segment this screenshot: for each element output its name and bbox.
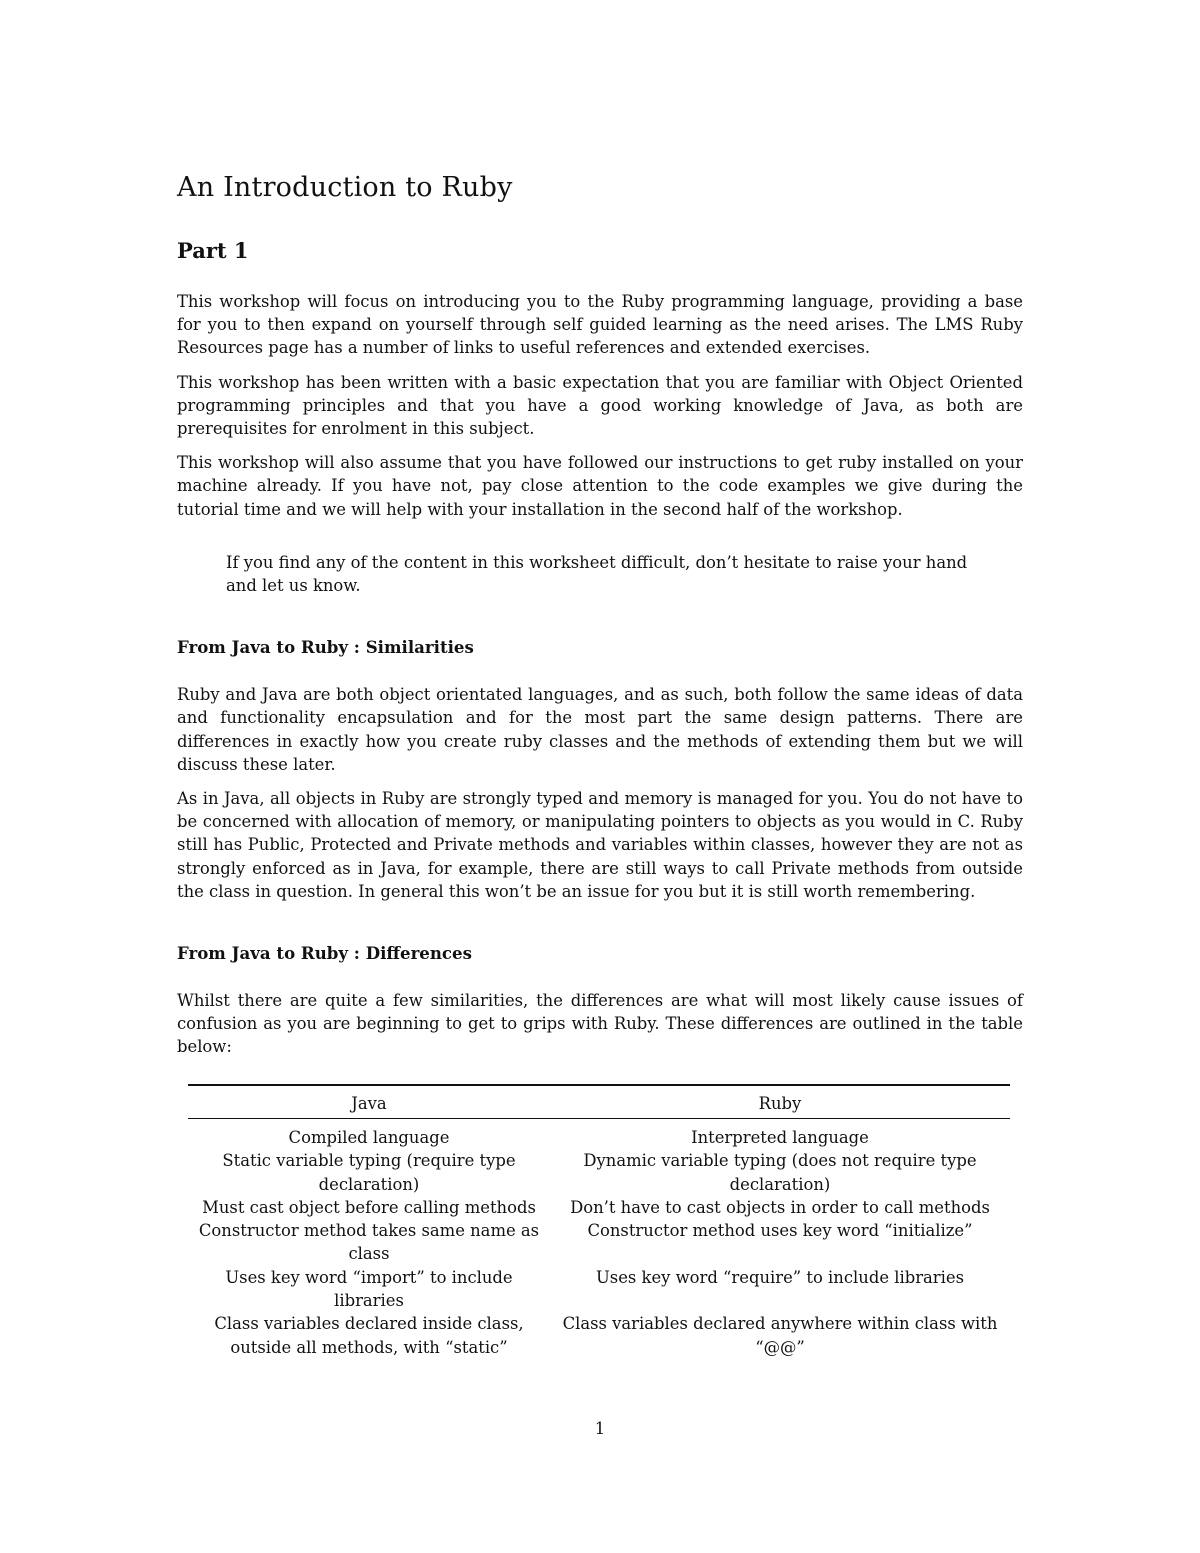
table-cell-java: Static variable typing (require type declaration) — [222, 1151, 516, 1194]
table-cell-ruby: Don’t have to cast objects in order to call methods — [570, 1197, 990, 1217]
table-row — [188, 1118, 1010, 1149]
table-header-row — [188, 1085, 1010, 1119]
table-cell-java: Uses key word “import” to include libraries — [225, 1267, 513, 1311]
table-row — [188, 1196, 1010, 1219]
help-note-line-1: If you find any of the content in this worksheet difficult, don’t hesitate to raise your hand — [226, 552, 968, 572]
page-number: 1 — [594, 1419, 606, 1438]
table-cell-ruby: Interpreted language — [691, 1127, 869, 1147]
help-note-line-2: and let us know. — [226, 576, 361, 596]
page-content — [177, 170, 1023, 1359]
table-row — [188, 1266, 1010, 1313]
differences-heading: From Java to Ruby : Differences — [177, 943, 472, 964]
part-heading: Part 1 — [177, 238, 249, 263]
table-row — [188, 1312, 1010, 1359]
table-header-ruby: Ruby — [550, 1085, 1010, 1119]
intro-paragraph-1: This workshop will focus on introducing you to the Ruby programming language, providing a base for you to then expand on yourself through self guided learning as the need arises. The LMS Ruby Resources page has a number of links to useful references and extended exercises. — [177, 292, 1023, 358]
similarities-paragraph-2: As in Java, all objects in Ruby are strongly typed and memory is managed for you. You do not have to be concerned with allocation of memory, or manipulating pointers to objects as you would in C. Ruby still has Public, Protected and Private methods and variables within classes, however they are not as strongly enforced as in Java, for example, there are still ways to call Private methods from outside the class in question. In general this won’t be an issue for you but it is still worth remembering. — [177, 789, 1023, 901]
table-cell-java: Constructor method takes same name as class — [198, 1221, 540, 1264]
table-cell-java: Compiled language — [288, 1127, 450, 1147]
differences-table — [188, 1084, 1010, 1359]
help-note — [226, 551, 986, 597]
table-cell-java: Must cast object before calling methods — [202, 1197, 536, 1217]
table-cell-ruby: Class variables declared anywhere within class with “@@” — [562, 1314, 998, 1357]
intro-paragraph-3: This workshop will also assume that you have followed our instructions to get ruby installed on your machine already. If you have not, pay close attention to the code examples we give during the tutorial time and we will help with your installation in the second half of the workshop. — [177, 453, 1023, 519]
document-title: An Introduction to Ruby — [177, 172, 513, 203]
table-row — [188, 1149, 1010, 1196]
differences-paragraph-1: Whilst there are quite a few similarities, the differences are what will most likely cause issues of confusion as you are beginning to get to grips with Ruby. These differences are outlined in the table below: — [177, 991, 1023, 1057]
similarities-heading: From Java to Ruby : Similarities — [177, 637, 474, 658]
intro-paragraph-2: This workshop has been written with a basic expectation that you are familiar with Object Oriented programming principles and that you have a good working knowledge of Java, as both are prerequisites for enrolment in this subject. — [177, 372, 1023, 439]
table-cell-ruby: Uses key word “require” to include libraries — [595, 1267, 964, 1287]
table-cell-ruby: Dynamic variable typing (does not require type declaration) — [583, 1151, 977, 1194]
table-row — [188, 1219, 1010, 1266]
table-header-java: Java — [188, 1085, 550, 1119]
table-cell-java: Class variables declared inside class, outside all methods, with “static” — [214, 1314, 524, 1357]
table-cell-ruby: Constructor method uses key word “initialize” — [587, 1221, 973, 1241]
similarities-paragraph-1: Ruby and Java are both object orientated languages, and as such, both follow the same ideas of data and functionality encapsulation and for the most part the same design patterns. There are differences in exactly how you create ruby classes and the methods of extending them but we will discuss these later. — [177, 685, 1023, 774]
